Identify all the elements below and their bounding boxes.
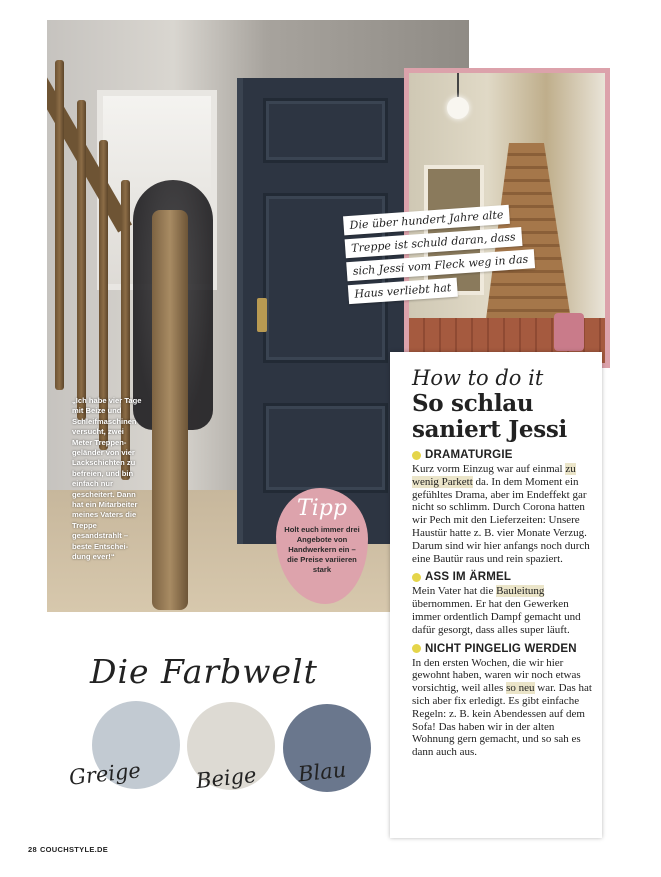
highlighted-text: zu wenig Parkett [412, 463, 576, 488]
tipp-text: Holt euch immer drei Angebote von Handwerkern ein – die Preise variieren stark [284, 525, 360, 574]
tipp-title: Tipp [297, 496, 347, 521]
section-title [412, 449, 592, 461]
article-kicker: How to do it [412, 366, 544, 390]
pendant-lamp [447, 97, 469, 119]
door-panel [263, 98, 388, 163]
highlighted-text: Bauleitung [496, 585, 545, 598]
section-title-text: ASS IM ÄRMEL [425, 571, 512, 584]
caption-line: Die über hundert Jahre alte [343, 205, 510, 236]
body-text: Mein Vater hat die [412, 585, 497, 598]
page-number: 28 [28, 845, 37, 854]
front-door [237, 78, 412, 544]
baluster [77, 100, 86, 420]
photo-quote: „Ich habe vier Tage mit Beize und Schleifmaschinen versucht, zwei Meter Treppengeländer von vier Lackschichten zu befreien, und bin einfach nur gescheitert. Dann hat ein Mitarbeiter meines Vaters die Treppe gesandstrahlt – beste Entscheidung ever!“ [72, 396, 142, 562]
article-headline: So schlau saniert Jessi [412, 390, 567, 443]
article-box [390, 352, 602, 838]
body-text: war. Das hat sich aber fix erledigt. Es gibt einfache Regeln: z. B. kein Abendessen auf dem Sofa! Das haben wir in der alten Wohnung gern gemacht, und so sah es dann auch aus. [412, 682, 592, 759]
bullet-icon [412, 451, 421, 460]
section-body [412, 657, 592, 759]
highlighted-text: so neu [506, 682, 535, 695]
swatch-label: Greige [67, 758, 142, 790]
section-title-text: NICHT PINGELIG WERDEN [425, 642, 577, 655]
body-text: In den ersten Wochen, die wir hier gewohnt haben, waren wir noch etwas vorsichtig, weil alles [412, 656, 581, 695]
door-panel [263, 403, 388, 493]
body-text: Kurz vorm Einzug war auf einmal [412, 463, 566, 475]
baluster [55, 60, 64, 390]
bullet-icon [412, 573, 421, 582]
section-title [412, 571, 592, 583]
caption-line: sich Jessi vom Fleck weg in das [346, 249, 535, 281]
swatch-label: Beige [194, 762, 258, 794]
section-body [412, 463, 592, 565]
section-body [412, 585, 592, 636]
section-title [412, 643, 592, 655]
body-text: da. In dem Moment ein gefühltes Drama, aber im Endeffekt gar nicht so schlimm. Durch Corona hatten wir Pech mit den Lieferzeiten: Unsere Haustür hatte z. B. vier Monate Verzug. Darum sind wir hier anfangs noch durch eine Bautür raus und rein spaziert. [412, 475, 590, 565]
site-name: COUCHSTYLE.DE [39, 845, 109, 854]
inset-caption [343, 204, 529, 308]
section-title-text: DRAMATURGIE [425, 449, 513, 461]
page-footer [28, 845, 108, 854]
swatch-label: Blau [296, 757, 348, 787]
body-text: übernommen. Er hat den Gewerken immer ordentlich Dampf gemacht und dafür gesorgt, dass alles super läuft. [412, 598, 581, 636]
caption-line: Haus verliebt hat [348, 278, 458, 305]
bullet-icon [412, 644, 421, 653]
lamp-cord [457, 73, 459, 97]
farbwelt-title: Die Farbwelt [90, 652, 318, 691]
door-handle [257, 298, 267, 332]
newel-post [152, 210, 188, 610]
caption-line: Treppe ist schuld daran, dass [345, 227, 523, 258]
pink-bucket [554, 313, 584, 351]
